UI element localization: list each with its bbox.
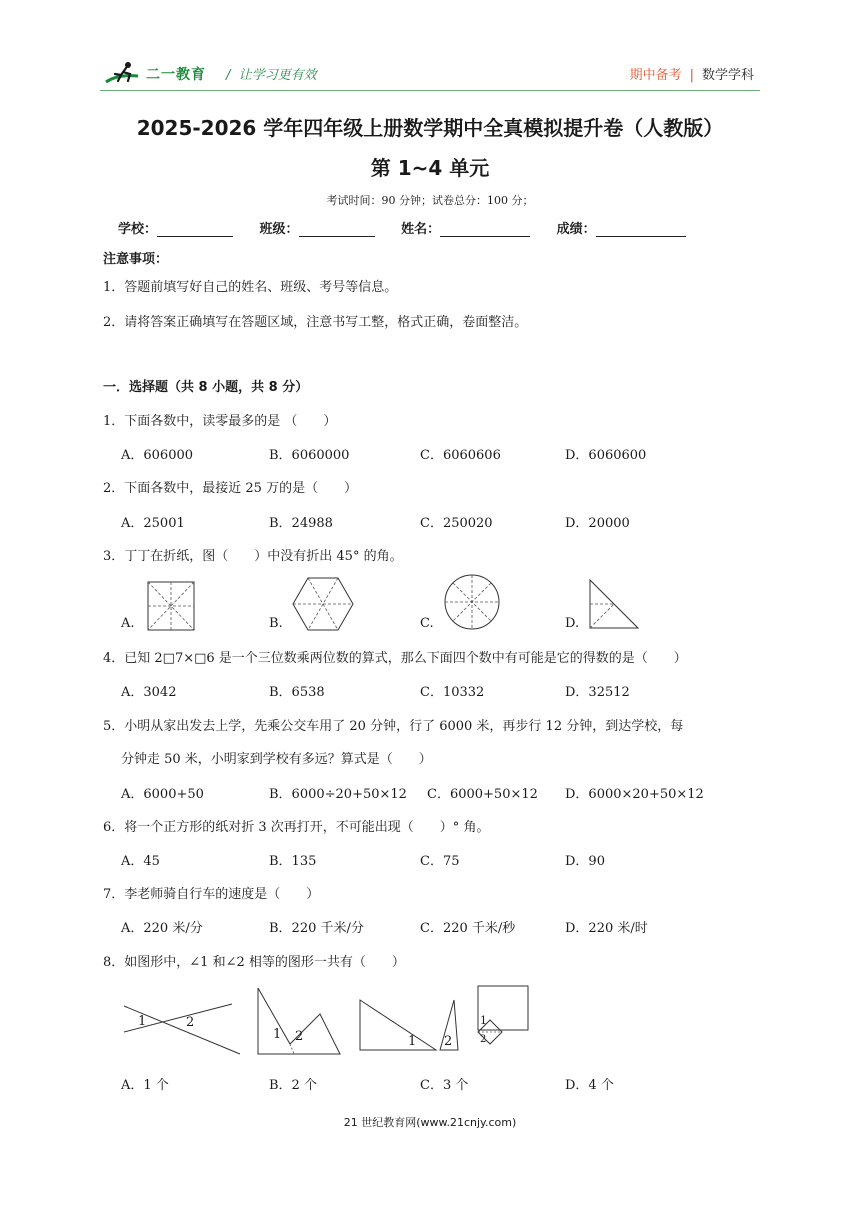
q2-option-c[interactable]: C．250020	[420, 516, 493, 531]
q8-option-a[interactable]: A．1 个	[121, 1078, 169, 1093]
page-header	[0, 52, 860, 92]
q2-option-d[interactable]: D．20000	[565, 516, 630, 531]
fig4-angle-2: 2	[480, 1034, 487, 1045]
q6-option-a[interactable]: A．45	[121, 854, 160, 869]
class-field[interactable]	[299, 222, 375, 237]
page-footer[interactable]: 21 世纪教育网(www.21cnjy.com)	[343, 1116, 517, 1129]
school-label: 学校：	[118, 222, 158, 237]
header-separator: |	[689, 68, 694, 83]
q7-option-d[interactable]: D．220 米/时	[565, 921, 648, 936]
q4-option-a[interactable]: A．3042	[121, 685, 177, 700]
q8-option-d[interactable]: D．4 个	[565, 1078, 614, 1093]
class-label: 班级：	[259, 222, 299, 237]
q6-option-b[interactable]: B．135	[269, 854, 317, 869]
q6-option-c[interactable]: C．75	[420, 854, 460, 869]
subject: 数学学科	[701, 68, 754, 83]
fig1-angle-2: 2	[186, 1015, 195, 1030]
fig2-angle-1: 1	[273, 1027, 282, 1042]
notice-item-2: 2．请将答案正确填写在答题区域，注意书写工整，格式正确，卷面整洁。	[103, 315, 528, 330]
header-right	[630, 64, 754, 83]
exam-meta: 考试时间：90 分钟；试卷总分：100 分；	[326, 194, 534, 207]
name-field[interactable]	[440, 222, 530, 237]
q7-option-b[interactable]: B．220 千米/分	[269, 921, 364, 936]
q3-option-a[interactable]: A.	[121, 616, 135, 631]
q1-option-b[interactable]: B．6060000	[269, 448, 350, 463]
folded-square-figure	[147, 581, 195, 631]
question-5-cont: 分钟走 50 米，小明家到学校有多远？算式是（ ）	[121, 752, 432, 767]
question-2: 2．下面各数中，最接近 25 万的是（ ）	[103, 481, 358, 496]
q1-option-a[interactable]: A．606000	[121, 448, 194, 463]
question-8: 8．如图形中，∠1 和∠2 相等的图形一共有（ ）	[103, 955, 405, 970]
q1-option-d[interactable]: D．6060600	[565, 448, 647, 463]
fig4-angle-1: 1	[480, 1014, 487, 1027]
score-label: 成绩：	[556, 222, 596, 237]
notice-item-1: 1．答题前填写好自己的姓名、班级、考号等信息。	[103, 280, 398, 295]
folded-triangle-figure	[588, 578, 640, 630]
q2-option-b[interactable]: B．24988	[269, 516, 333, 531]
slogan: / 让学习更有效	[226, 68, 317, 83]
q3-option-d[interactable]: D.	[565, 616, 580, 631]
q8-option-b[interactable]: B．2 个	[269, 1078, 317, 1093]
q4-option-b[interactable]: B．6538	[269, 685, 325, 700]
question-6: 6．将一个正方形的纸对折 3 次再打开，不可能出现（ ）° 角。	[103, 820, 490, 835]
page-title: 2025-2026 学年四年级上册数学期中全真模拟提升卷（人教版）	[136, 116, 724, 140]
section-title: 一．选择题（共 8 小题，共 8 分）	[103, 380, 309, 395]
question-4: 4．已知 2□7×□6 是一个三位数乘两位数的算式，那么下面四个数中有可能是它的得数的是（ ）	[103, 651, 687, 666]
q6-option-d[interactable]: D．90	[565, 854, 605, 869]
question-5: 5．小明从家出发去上学，先乘公交车用了 20 分钟，行了 6000 米，再步行 12 分钟，到达学校，每	[103, 719, 684, 734]
fig3-angle-2: 2	[444, 1034, 453, 1049]
name-label: 姓名：	[401, 222, 441, 237]
school-field[interactable]	[157, 222, 233, 237]
question-7: 7．李老师骑自行车的速度是（ ）	[103, 887, 320, 902]
q5-option-d[interactable]: D．6000×20+50×12	[565, 787, 704, 802]
q4-option-c[interactable]: C．10332	[420, 685, 485, 700]
q5-option-b[interactable]: B．6000÷20+50×12	[269, 787, 407, 802]
slogan-text: 让学习更有效	[238, 68, 317, 83]
triangles-figure	[254, 986, 344, 1056]
q3-option-b[interactable]: B.	[269, 616, 283, 631]
page-subtitle: 第 1~4 单元	[370, 156, 490, 180]
q4-option-d[interactable]: D．32512	[565, 685, 630, 700]
q7-option-a[interactable]: A．220 米/分	[121, 921, 203, 936]
exam-type: 期中备考	[629, 68, 682, 83]
fig2-angle-2: 2	[295, 1029, 304, 1044]
student-info-row	[118, 218, 708, 237]
logo-text: 二一教育	[146, 67, 206, 83]
runner-logo-icon	[104, 60, 144, 86]
score-field[interactable]	[596, 222, 686, 237]
q2-option-a[interactable]: A．25001	[121, 516, 185, 531]
fig3-angle-1: 1	[408, 1034, 417, 1049]
question-1: 1．下面各数中，读零最多的是 （ ）	[103, 414, 337, 429]
q5-option-a[interactable]: A．6000+50	[121, 787, 204, 802]
q8-option-c[interactable]: C．3 个	[420, 1078, 469, 1093]
header-rule	[100, 90, 760, 91]
q1-option-c[interactable]: C．6060606	[420, 448, 501, 463]
q3-option-c[interactable]: C.	[420, 616, 434, 631]
fig1-angle-1: 1	[138, 1014, 147, 1029]
question-3: 3．丁丁在折纸，图（ ）中没有折出 45° 的角。	[103, 549, 403, 564]
q5-option-c[interactable]: C．6000+50×12	[427, 787, 538, 802]
notice-heading: 注意事项：	[103, 252, 169, 267]
folded-hexagon-figure	[292, 576, 354, 632]
folded-circle-figure	[443, 573, 501, 631]
q7-option-c[interactable]: C．220 千米/秒	[420, 921, 516, 936]
